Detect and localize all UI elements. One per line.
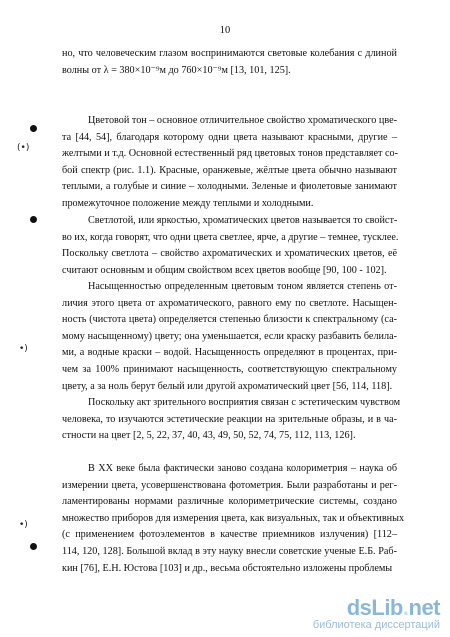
text-line: В XX веке была фактически заново создана колориметрия – наука об [88, 463, 397, 474]
text-line: волны от λ = 380×10⁻⁹м до 760×10⁻⁹м [13, 101, 125]. [62, 64, 291, 76]
text-line: кин [76], Е.Н. Юстова [103] и др., весьма обстоятельно изложены проблемы [62, 562, 393, 574]
margin-bullet [30, 216, 37, 223]
margin-mark: (•) [17, 143, 30, 153]
paragraph [62, 461, 405, 577]
margin-bullet [30, 125, 37, 132]
text-line: ность (чистота цвета) определяется степенью близости к спектральному (са- [62, 314, 397, 326]
margin-bullet [30, 543, 37, 550]
margin-mark: •) [19, 344, 28, 354]
text-line: Поскольку акт зрительного восприятия связан с эстетическим чувством [88, 397, 401, 408]
text-line: множество приборов для измерения цвета, как визуальных, так и объективных [62, 512, 405, 524]
text-line: стности на цвет [2, 5, 22, 37, 40, 43, 49, 50, 52, 74, 75, 112, 113, 126]. [62, 430, 356, 442]
text-line: Поскольку светлота – свойство ахроматических и хроматических цветов, её [62, 248, 397, 260]
text-line: теплыми, а голубые и синие – холодными. Зеленые и фиолетовые занимают [62, 181, 397, 193]
text-line: Цветовой тон – основное отличительное свойство хроматического цве- [88, 115, 398, 126]
text-line: измерении цвета, усовершенствована фотометрия. Были разработаны и рег- [62, 479, 397, 491]
page-number: 10 [219, 25, 231, 36]
text-line: та [44, 54], благодаря которому одни цвета называют красными, другие – [62, 131, 397, 143]
text-line: считают основным и общим свойством всех цветов вообще [90, 100 - 102]. [62, 264, 387, 276]
text-line: но, что человеческим глазом воспринимаются световые колебания с длиной [62, 48, 397, 59]
text-line: (с применением фотоэлементов в качестве приемников излучения) [112– [62, 529, 397, 541]
margin-mark: •) [19, 520, 28, 530]
watermark [313, 597, 440, 631]
text-line: во их, когда говорят, что одни цвета светлее, ярче, а другие – темнее, тусклее. [62, 231, 399, 243]
text-line: человека, то изучаются эстетические реакции на зрительные образы, и в ча- [62, 413, 397, 425]
text-line: 114, 120, 128]. Большой вклад в эту науку внесли советские ученые Е.Б. Раб- [62, 545, 397, 557]
text-line: мому насыщенному) цвету; она уменьшается, если краску разбавить белила- [62, 330, 397, 342]
text-line: Светлотой, или яркостью, хроматических цветов называется то свойст- [88, 215, 398, 226]
text-line: Насыщенностью определенным цветовым тоном является степень от- [88, 281, 397, 292]
paragraph [62, 213, 397, 279]
text-line: чем за 100% принимают насыщенность, соответствующую спектральному [62, 363, 397, 375]
text-line: желтыми и т.д. Основной естественный ряд цветовых тонов представляет со- [62, 148, 399, 160]
text-line: цвету, а за ноль берут белый или другой ахроматический цвет [56, 114, 118]. [62, 380, 393, 392]
watermark-subtitle: библиотека диссертаций [312, 619, 440, 631]
text-line: ламентированы нормами различные колориметрические системы, создано [62, 496, 397, 508]
paragraph [62, 279, 397, 395]
text-line: промежуточное положение между теплыми и холодными. [62, 197, 314, 209]
paragraph [62, 46, 397, 79]
text-line: бой спектр (рис. 1.1). Красные, оранжевые, жёлтые цвета обычно называют [62, 164, 397, 176]
text-line: ми, а водные краски – водой. Насыщенность определяют в процентах, при- [62, 347, 397, 359]
paragraph [62, 113, 397, 213]
watermark-logo: dsLib.net [346, 595, 440, 620]
paragraph [62, 395, 401, 445]
text-line: личия этого цвета от ахроматического, равного ему по светлоте. Насыщен- [62, 297, 397, 309]
